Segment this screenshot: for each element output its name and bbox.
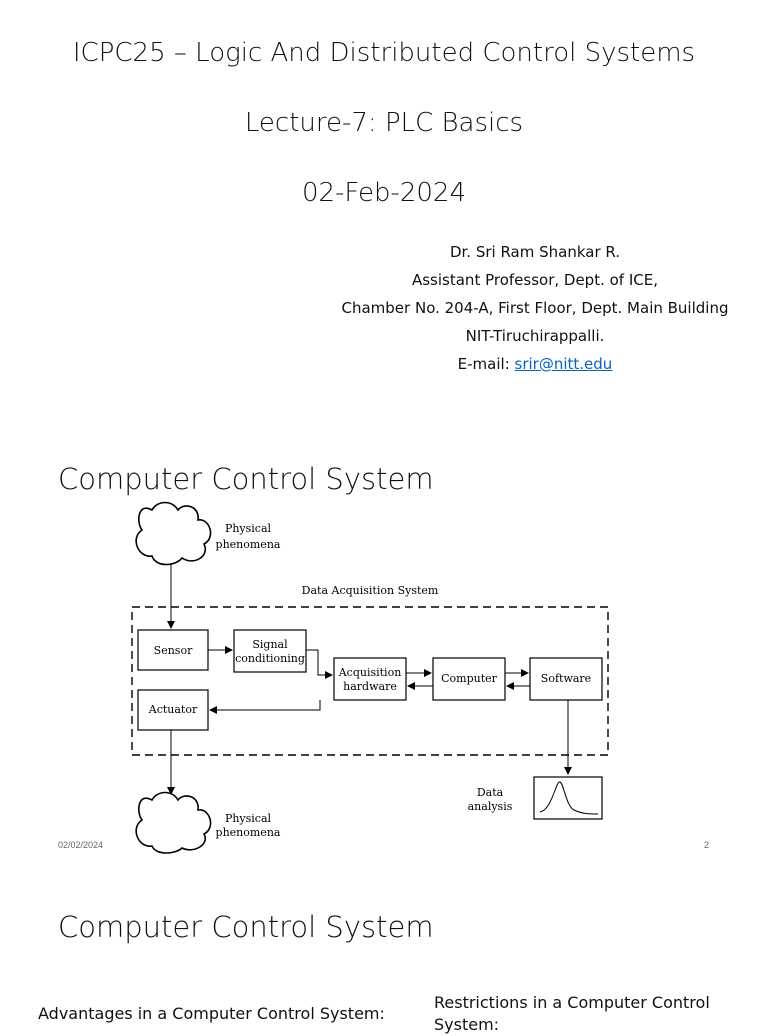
author-email-line [330,350,740,378]
title-slide [0,0,768,430]
signal-cond-line2: conditioning [235,652,305,665]
data-analysis-line1: Data [476,786,504,799]
content-slide [0,880,768,1034]
computer-label: Computer [441,672,497,685]
restrictions-line2: System: [434,1015,500,1034]
physical-bottom-line1: Physical [224,812,272,825]
sensor-label: Sensor [153,644,193,657]
lecture-date: 02-Feb-2024 [301,178,467,208]
course-title: ICPC25 – Logic And Distributed Control Systems [72,38,696,68]
footer-date: 02/02/2024 [58,840,104,850]
daq-label: Data Acquisition System [301,584,439,597]
physical-bottom-line2: phenomena [215,826,281,839]
physical-top-line1: Physical [224,522,272,535]
signal-conditioning-box [234,630,306,672]
acq-hw-line2: hardware [343,680,397,693]
page-number: 2 [704,840,710,850]
email-label: E-mail: [457,355,515,373]
acquisition-hardware-box [334,658,406,700]
restrictions-line1: Restrictions in a Computer Control [434,993,710,1012]
author-role: Assistant Professor, Dept. of ICE, [411,271,658,289]
diagram-slide [0,440,768,860]
physical-top-line2: phenomena [215,538,281,551]
lecture-title: Lecture-7: PLC Basics [244,108,524,138]
computer-control-diagram [0,440,768,860]
slide2-heading: Computer Control System [58,462,434,496]
acq-hw-line1: Acquisition [338,666,402,679]
author-office: Chamber No. 204-A, First Floor, Dept. Main Building [341,299,729,317]
signal-cond-line1: Signal [252,638,288,651]
author-block [330,238,740,378]
software-label: Software [540,672,592,685]
author-name: Dr. Sri Ram Shankar R. [449,243,621,261]
author-institute: NIT-Tiruchirappalli. [465,327,605,345]
data-analysis-line2: analysis [467,800,513,813]
cloud-shape-bottom [136,793,210,854]
cloud-shape-top [136,503,210,565]
slide3-heading: Computer Control System [58,910,434,944]
advantages-text: Advantages in a Computer Control System: [38,1004,385,1023]
actuator-label: Actuator [148,703,198,716]
email-link[interactable]: srir@nitt.edu [514,355,613,373]
data-analysis-box [534,777,602,819]
restrictions-text [434,992,710,1036]
